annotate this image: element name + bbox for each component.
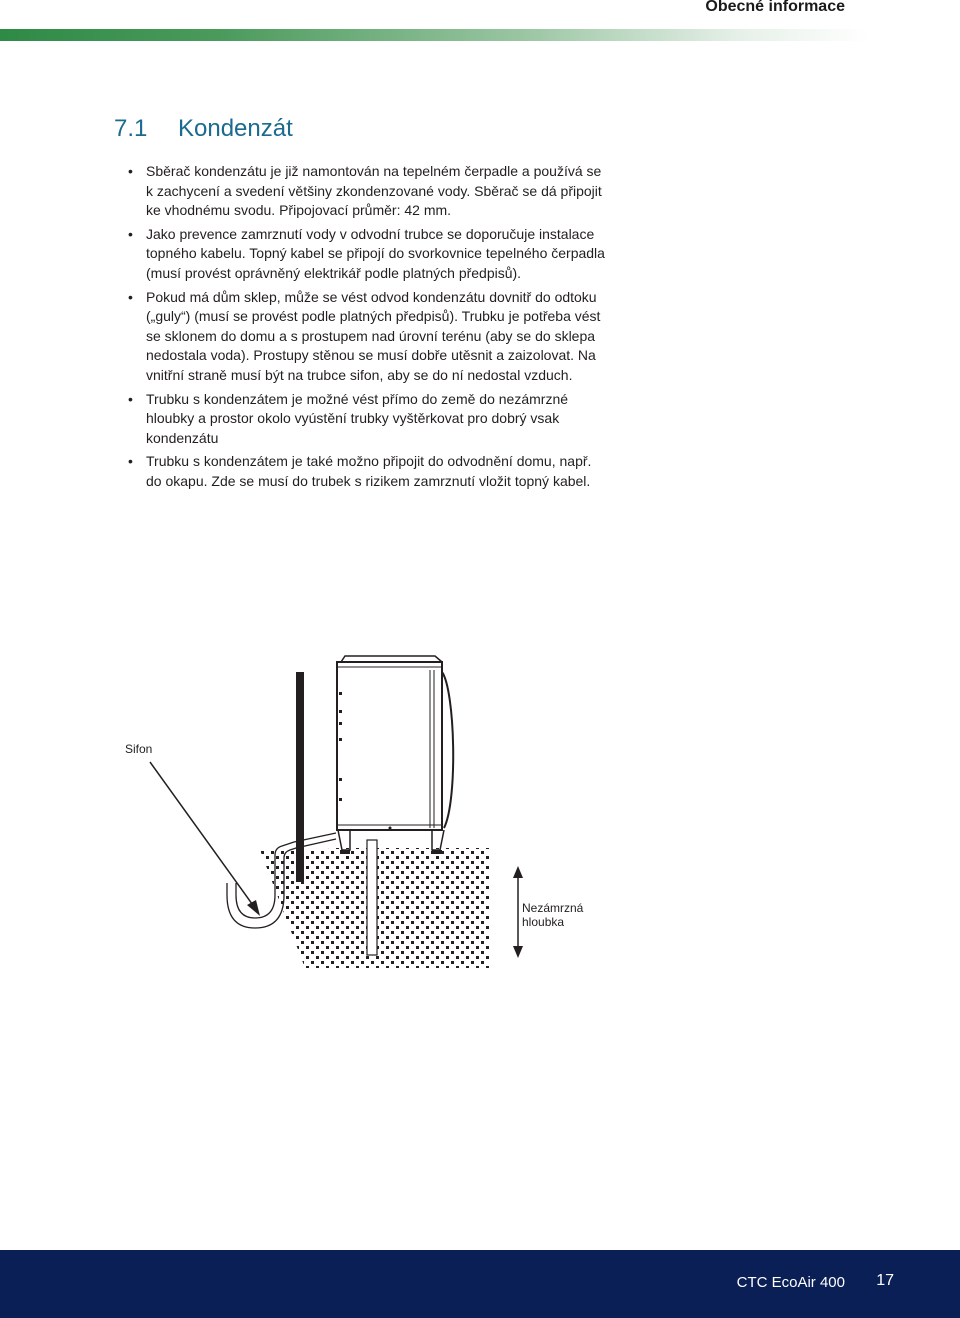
- list-item: • Trubku s kondenzátem je také možno připojit do odvodnění domu, např. do okapu. Zde se musí do trubek s rizikem zamrznutí vložit topný kabel.: [128, 452, 608, 491]
- depth-arrowhead-bottom: [513, 946, 523, 958]
- list-item: • Pokud má dům sklep, může se vést odvod kondenzátu dovnitř do odtoku („guly“) (musí se provést podle platných předpisů). Trubku je potřeba vést se sklonem do domu a s prostupem nad úrovní terénu (aby se do sklepa nedostala voda). Prostupy stěnou se musí dobře utěsnit a zaizolovat. Na vnitřní straně musí být na trubce sifon, aby se do ní nedostal vzduch.: [128, 288, 608, 386]
- section-title: Kondenzát: [178, 115, 293, 142]
- header-gradient-bar: [0, 29, 870, 41]
- siphon-arrowhead: [247, 900, 260, 916]
- bullet-list: [128, 162, 608, 492]
- frost-depth-label: [522, 901, 583, 929]
- siphon-arrow: [150, 762, 255, 908]
- section-number: 7.1: [114, 115, 148, 142]
- list-item: • Trubku s kondenzátem je možné vést přímo do země do nezámrzné hloubky a prostor okolo vyústění trubky vyštěrkovat pro dobrý vsak kondenzátu: [128, 390, 608, 449]
- list-item: • Jako prevence zamrznutí vody v odvodní trubce se doporučuje instalace topného kabelu. Topný kabel se připojí do svorkovnice tepelného čerpadla (musí provést oprávněný elektrikář podle platných předpisů).: [128, 225, 608, 284]
- depth-arrowhead-top: [513, 866, 523, 878]
- diagram-drawing: [110, 650, 620, 980]
- product-name: CTC EcoAir 400: [736, 1274, 845, 1291]
- house-wall: [296, 672, 304, 882]
- heat-pump-unit: [337, 656, 453, 854]
- page-section-title: Obecné informace: [705, 0, 845, 15]
- list-item: • Sběrač kondenzátu je již namontován na tepelném čerpadle a používá se k zachycení a svedení většiny zkondenzované vody. Sběrač se dá připojit ke vhodnému svodu. Připojovací průměr: 42 mm.: [128, 162, 608, 221]
- section-heading: [114, 115, 293, 143]
- page-footer: [0, 1250, 960, 1318]
- ground-drain-pipe: [367, 840, 377, 955]
- condensate-installation-diagram: [110, 650, 620, 980]
- frost-depth-label-line2: hloubka: [522, 915, 565, 929]
- siphon-label: Sifon: [125, 742, 153, 756]
- frost-depth-label-line1: Nezámrzná: [522, 901, 584, 915]
- page-number: 17: [876, 1272, 894, 1289]
